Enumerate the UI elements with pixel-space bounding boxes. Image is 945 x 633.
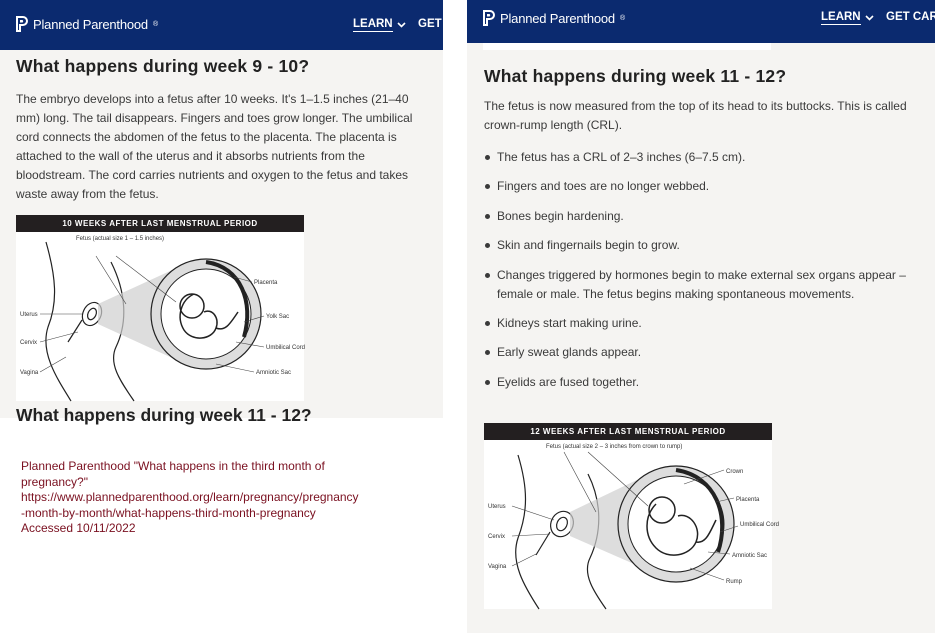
top-navbar — [0, 0, 454, 50]
label-amniotic-sac: Amniotic Sac — [732, 553, 768, 559]
nav-learn-menu[interactable] — [353, 18, 406, 32]
label-placenta: Placenta — [736, 497, 760, 503]
section-paragraph: The fetus is now measured from the top of its head to its buttocks. This is called crown-rump length (CRL). — [484, 99, 907, 132]
list-item: Early sweat glands appear. — [484, 343, 914, 362]
brand-name: Planned Parenthood — [33, 16, 148, 32]
brand-reg-mark: ® — [619, 14, 625, 22]
week-10-diagram — [16, 215, 304, 401]
label-fetus: Fetus (actual size 2 – 3 inches from crown to rump) — [546, 444, 683, 450]
week-12-diagram — [484, 423, 780, 609]
nav-learn-menu[interactable] — [821, 11, 874, 25]
brand-reg-mark: ® — [152, 20, 158, 28]
list-item: Eyelids are fused together. — [484, 373, 914, 392]
content-strip — [483, 43, 771, 50]
citation-url[interactable]: -month-by-month/what-happens-third-month-pregnancy — [21, 505, 316, 520]
label-cervix: Cervix — [488, 534, 506, 540]
source-citation — [21, 459, 391, 537]
brand-logo[interactable] — [483, 10, 625, 26]
label-umbilical-cord: Umbilical Cord — [266, 345, 306, 351]
citation-accessed-date: Accessed 10/11/2022 — [21, 521, 136, 535]
next-section-heading-cut — [16, 405, 346, 425]
planned-parenthood-logo-icon — [16, 16, 28, 32]
list-item: Fingers and toes are no longer webbed. — [484, 177, 914, 196]
section-heading-week-11-12: What happens during week 11 - 12? — [484, 66, 787, 86]
label-umbilical-cord: Umbilical Cord — [740, 522, 780, 528]
label-placenta: Placenta — [254, 280, 278, 286]
section-heading-week-9-10: What happens during week 9 - 10? — [16, 56, 310, 76]
list-item: Changes triggered by hormones begin to make external sex organs appear – female or male. The fetus begins making spontaneous movements. — [484, 266, 914, 304]
citation-line: pregnancy?" — [21, 474, 88, 489]
nav-learn-label: LEARN — [821, 11, 861, 23]
label-crown: Crown — [726, 469, 744, 475]
development-list — [484, 148, 914, 402]
label-vagina: Vagina — [488, 564, 507, 570]
brand-logo[interactable] — [16, 16, 158, 32]
list-item: Kidneys start making urine. — [484, 314, 914, 333]
nav-get-care-link[interactable]: GET CARE — [886, 11, 945, 23]
week-10-illustration — [16, 232, 304, 401]
label-uterus: Uterus — [488, 504, 506, 510]
week-12-illustration — [484, 440, 780, 609]
list-item: Bones begin hardening. — [484, 207, 914, 226]
nav-learn-label: LEARN — [353, 18, 393, 30]
top-navbar — [467, 0, 945, 43]
nav-get-care-link[interactable]: GET C — [418, 18, 454, 30]
label-amniotic-sac: Amniotic Sac — [256, 370, 292, 376]
section-paragraph: The embryo develops into a fetus after 10 weeks. It's 1–1.5 inches (21–40 mm) long. The tail disappears. Fingers and toes grow longer. The umbilical cord connects the abdomen of the fetus to the placenta. The placenta is attached to the wall of the uterus and it absorbs nutrients from the bloodstream. The cord carries nutrients and oxygen to the fetus and takes waste away from the fetus. — [16, 92, 413, 201]
label-rump: Rump — [726, 579, 743, 585]
diagram-title: 10 WEEKS AFTER LAST MENSTRUAL PERIOD — [16, 215, 304, 232]
list-item: The fetus has a CRL of 2–3 inches (6–7.5 cm). — [484, 148, 914, 167]
label-vagina: Vagina — [20, 370, 39, 376]
citation-line: Planned Parenthood "What happens in the third month of — [21, 459, 325, 473]
label-yolk-sac: Yolk Sac — [266, 314, 290, 320]
label-fetus: Fetus (actual size 1 – 1.5 inches) — [76, 236, 165, 242]
diagram-title: 12 WEEKS AFTER LAST MENSTRUAL PERIOD — [484, 423, 772, 440]
label-uterus: Uterus — [20, 312, 38, 318]
next-section-heading-text: What happens during week 11 - 12? — [16, 405, 312, 425]
label-cervix: Cervix — [20, 340, 38, 346]
citation-url[interactable]: https://www.plannedparenthood.org/learn/pregnancy/pregnancy — [21, 490, 359, 504]
list-item: Skin and fingernails begin to grow. — [484, 236, 914, 255]
chevron-down-icon — [865, 15, 874, 21]
brand-name: Planned Parenthood — [500, 10, 615, 26]
chevron-down-icon — [397, 22, 406, 28]
planned-parenthood-logo-icon — [483, 10, 495, 26]
